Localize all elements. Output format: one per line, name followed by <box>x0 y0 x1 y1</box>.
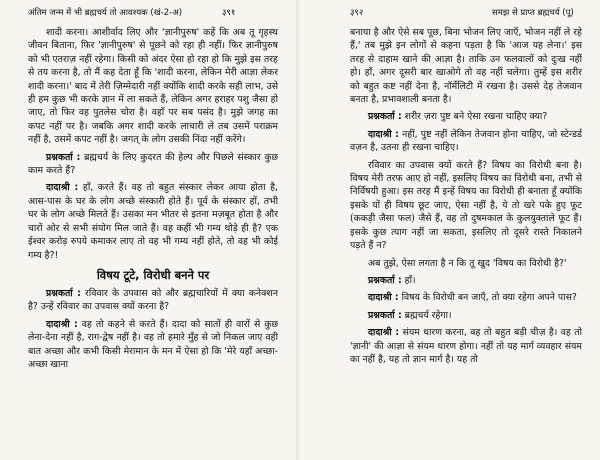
speaker-label: प्रश्नकर्ता : <box>368 111 402 123</box>
paragraph-text: अब तुझे, ऐसा लगता है न कि तू खुद 'विषय का विरोधी है?' <box>368 257 567 269</box>
paragraph <box>350 309 582 322</box>
paragraph-text: रविवार के उपवास को और ब्रह्मचारियों में क्या कनेक्शन है? उन्हें रविवार का उपवास क्यों करना है? <box>28 287 278 313</box>
left-page-body <box>28 26 278 454</box>
paragraph <box>350 257 582 270</box>
right-page <box>300 0 600 460</box>
paragraph <box>350 291 582 304</box>
speaker-label: प्रश्नकर्ता : <box>46 151 81 163</box>
paragraph <box>28 318 278 372</box>
paragraph <box>350 159 582 253</box>
paragraph-text: ब्रह्मचर्य रहेगा। <box>404 309 452 321</box>
paragraph-text: हाँ। <box>404 274 416 286</box>
paragraph <box>28 287 278 314</box>
right-page-number: ३९२ <box>350 8 364 18</box>
right-header-title: समझ से प्राप्त ब्रह्मचर्य (पू) <box>492 8 574 18</box>
paragraph-text: हाँ, करते हैं। वह तो बहुत संस्कार लेकर आया होता है, आस-पास के घर के लोग अच्छे संस्कारी होते हैं। पूर्व के संस्कार हों, तभी घर के लोग अच्छे मिलते हैं। उसका मन भीतर से इतना मज़बूत होता है और चारों ओर से सभी संयोग मिल जाते हैं। वह कहीं भी गम्य थोड़े ही है? एक ईश्वर करोड़ रुपये कमाकर लाए तो वह भी गम्य नहीं होते, तो वह भी कोई गम्य है?! <box>28 182 278 261</box>
paragraph <box>28 151 278 178</box>
speaker-label: दादाश्री : <box>46 318 78 330</box>
speaker-label: प्रश्नकर्ता : <box>46 287 81 299</box>
right-page-header <box>300 4 600 22</box>
paragraph-text: ब्रह्मचर्य के लिए कुदरत की हेल्प और पिछले संस्कार कुछ काम करते हैं? <box>28 151 278 177</box>
paragraph-text: विषय के विरोधी बन जाएँ, तो क्या रहेगा अपने पास? <box>401 292 577 304</box>
speaker-label: दादाश्री : <box>368 292 399 304</box>
speaker-label: दादाश्री : <box>368 327 400 339</box>
paragraph <box>28 26 278 147</box>
paragraph <box>350 326 582 366</box>
paragraph-text: शरीर ज़रा पुष्ट बने ऐसा रखना चाहिए क्या? <box>404 111 548 123</box>
paragraph <box>350 26 582 106</box>
paragraph <box>350 274 582 287</box>
left-page-number: ३९१ <box>222 8 236 18</box>
speaker-label: दादाश्री : <box>368 128 399 140</box>
left-header-title: अंतिम जन्म में भी ब्रह्मचर्य तो आवश्यक (खं-2-अ) <box>28 8 183 18</box>
speaker-label: प्रश्नकर्ता : <box>368 274 402 286</box>
paragraph <box>350 110 582 123</box>
speaker-label: प्रश्नकर्ता : <box>368 309 402 321</box>
speaker-label: दादाश्री : <box>46 182 79 194</box>
paragraph-text: शादी करना। आशीर्वाद लिए और 'ज्ञानीपुरुष' कहें कि अब तू गृहस्थ जीवन बिताना, फिर 'ज्ञानीपुरुष' से पूछने को रहा ही नहीं। फिर ज्ञानीपुरुष को भी एतराज़ नहीं रहेगा। किसी को अंदर ऐसा हो रहा हो कि मुझे इस तरह से तय करना है, तो मैं कह देता हूँ कि 'शादी करना, लेकिन मेरी आज्ञा लेकर शादी करना।' बाद में तेरी ज़िम्मेदारी नहीं क्योंकि शादी करके सही लाभ, उसे ही हम कुछ भी करके ज्ञान में ला सकते हैं, लेकिन अगर हराहर पशु जैसा हो जाए, तो फिर वह पुतलेस चोरा है। वहाँ पर सब पसंद है। मुझे जगह का कपट नहीं पर है। जबकि अगर शादी करके लाचारी ले तब उसमें पराक्रम नहीं है, उसमें कपट नहीं है। जगत् के लोग उसकी निंदा नहीं करेंगे। <box>28 27 278 146</box>
paragraph-text: बनाया है और ऐसे सब पूछ, बिना भोजन लिए जाएँ, भोजन नहीं ले रहे हैं,' तब मुझे इन लोगों से कहना पड़ता है कि 'आज यह लेना।' इस तरह से दाहाम खाने की आज्ञा है। ताकि उन फलवालों को दुःख नहीं हो। हाँ, अगर दूसरी बार खाओगे तो वह नहीं चलेगा। तुम्हें इस शरीर को बहुत कष्ट नहीं देना है, नॉर्मेलिटी में रखना है। उससे देह तेजवान बनता है, प्रभावशाली बनता है। <box>350 27 582 106</box>
right-page-body <box>350 26 582 454</box>
paragraph <box>28 181 278 261</box>
section-heading: विषय टूटे, विरोधी बनने पर <box>96 267 210 282</box>
paragraph-text: नहीं, पुष्ट नहीं लेकिन तेजवान होना चाहिए, जो स्टेन्डर्ड वज़न है, उतना ही रखना चाहिए। <box>350 128 582 154</box>
left-page-header <box>0 4 300 22</box>
paragraph-text: वह तो कहने से करते हैं। दादा को सातों ही वारों से कुछ लेना-देना नहीं है, राग-द्वेष नहीं है। वह तो हमारे मुँह से जो निकल जाए वही बात अच्छा और कभी किसी मेरामान के मन में ऐसा हो कि 'मेरे यहाँ अच्छा-अच्छा खाना <box>28 318 278 370</box>
paragraph-text: संयम धारण करना, वह तो बहुत बड़ी चीज़ है। वह तो 'ज्ञानी' की आज्ञा से संयम धारण होगा। नहीं तो यह मार्ग व्यवहार संयम का नहीं है, यह तो ज्ञान मार्ग है। यह तो <box>350 327 582 365</box>
paragraph <box>350 128 582 155</box>
paragraph-text: रविवार का उपवास क्यों करते हैं? विषय का विरोधी बना है। विषय मेरी तरफ आए हो नहीं, इसलिए विषय का विरोधी बना, तभी से निर्विषयी हुआ। इस तरह मैं इन्हें विषय का विरोधी ही बनाता हूँ क्योंकि इसके यों ही विषय छूट जाए, ऐसा नहीं है, ये तो खरे पके हुए फूट (ककड़ी जैसा फल) जैसे हैं, वह तो दुषमकाल के कुलयुक्ताले फूट हैं। इसके कुछ त्याग नहीं जा सकता, इसलिए तो दूसरे रास्ते निकालने पड़ते हैं न? <box>350 159 582 252</box>
